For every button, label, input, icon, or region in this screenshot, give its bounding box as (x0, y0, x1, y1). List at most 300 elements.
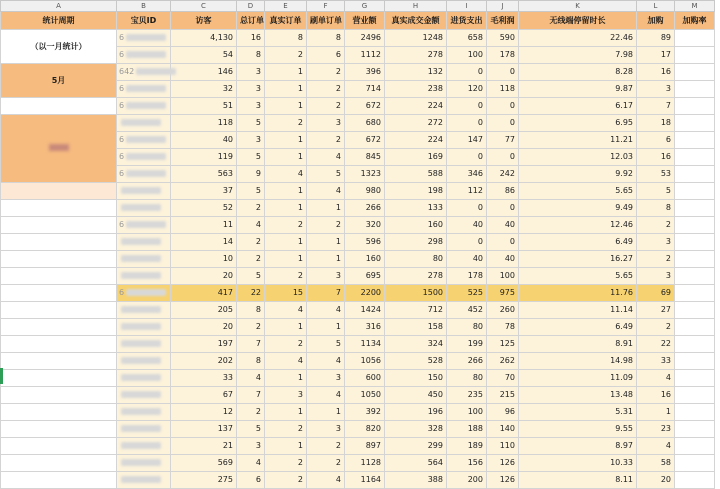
column-letter-i[interactable]: I (447, 1, 487, 12)
cell-i[interactable]: 346 (447, 166, 487, 183)
cell-c[interactable]: 20 (171, 268, 237, 285)
column-letter-e[interactable]: E (265, 1, 307, 12)
cell-d[interactable]: 3 (237, 132, 265, 149)
item-id-cell[interactable] (117, 166, 171, 183)
item-id-cell[interactable] (117, 115, 171, 132)
cell-c[interactable]: 52 (171, 200, 237, 217)
cell-j[interactable]: 0 (487, 64, 519, 81)
cell-c[interactable]: 146 (171, 64, 237, 81)
cell-f[interactable]: 4 (307, 183, 345, 200)
cell-f[interactable]: 1 (307, 251, 345, 268)
cell-f[interactable]: 4 (307, 302, 345, 319)
cell-a[interactable] (1, 404, 117, 421)
cell-g[interactable]: 1134 (345, 336, 385, 353)
cell-d[interactable]: 2 (237, 404, 265, 421)
cell-i[interactable]: 189 (447, 438, 487, 455)
cell-k[interactable]: 7.98 (519, 47, 637, 64)
cell-g[interactable]: 1323 (345, 166, 385, 183)
cell-c[interactable]: 14 (171, 234, 237, 251)
item-id-cell[interactable] (117, 64, 171, 81)
cell-d[interactable]: 16 (237, 30, 265, 47)
column-letter-m[interactable]: M (675, 1, 715, 12)
cell-j[interactable]: 125 (487, 336, 519, 353)
cell-k[interactable]: 16.27 (519, 251, 637, 268)
cell-d[interactable]: 8 (237, 47, 265, 64)
cell-m[interactable] (675, 438, 715, 455)
item-id-cell[interactable] (117, 149, 171, 166)
cell-i[interactable]: 266 (447, 353, 487, 370)
cell-m[interactable] (675, 81, 715, 98)
cell-m[interactable] (675, 455, 715, 472)
cell-l[interactable]: 27 (637, 302, 675, 319)
cell-g[interactable]: 820 (345, 421, 385, 438)
cell-l[interactable]: 2 (637, 319, 675, 336)
cell-h[interactable]: 388 (385, 472, 447, 489)
cell-m[interactable] (675, 251, 715, 268)
cell-j[interactable]: 96 (487, 404, 519, 421)
cell-a[interactable] (1, 438, 117, 455)
cell-h[interactable]: 224 (385, 98, 447, 115)
cell-e[interactable]: 8 (265, 30, 307, 47)
cell-i[interactable]: 658 (447, 30, 487, 47)
cell-h[interactable]: 196 (385, 404, 447, 421)
header-cell-a[interactable]: 统计周期 (1, 12, 117, 30)
cell-k[interactable]: 11.09 (519, 370, 637, 387)
cell-a[interactable] (1, 98, 117, 115)
cell-k[interactable]: 9.87 (519, 81, 637, 98)
cell-d[interactable]: 7 (237, 387, 265, 404)
cell-a[interactable] (1, 421, 117, 438)
cell-c[interactable]: 40 (171, 132, 237, 149)
cell-g[interactable]: 392 (345, 404, 385, 421)
cell-k[interactable]: 12.03 (519, 149, 637, 166)
header-cell-f[interactable]: 刷单订单 (307, 12, 345, 30)
header-cell-c[interactable]: 访客 (171, 12, 237, 30)
cell-l[interactable]: 69 (637, 285, 675, 302)
cell-j[interactable]: 77 (487, 132, 519, 149)
item-id-cell[interactable] (117, 183, 171, 200)
item-id-cell[interactable] (117, 336, 171, 353)
cell-f[interactable]: 5 (307, 336, 345, 353)
cell-h[interactable]: 528 (385, 353, 447, 370)
cell-c[interactable]: 119 (171, 149, 237, 166)
cell-f[interactable]: 4 (307, 353, 345, 370)
cell-f[interactable]: 2 (307, 64, 345, 81)
column-letter-j[interactable]: J (487, 1, 519, 12)
cell-m[interactable] (675, 132, 715, 149)
cell-c[interactable]: 563 (171, 166, 237, 183)
cell-d[interactable]: 5 (237, 115, 265, 132)
cell-m[interactable] (675, 115, 715, 132)
cell-l[interactable]: 20 (637, 472, 675, 489)
cell-j[interactable]: 78 (487, 319, 519, 336)
cell-l[interactable]: 2 (637, 251, 675, 268)
cell-g[interactable]: 672 (345, 98, 385, 115)
cell-m[interactable] (675, 336, 715, 353)
cell-k[interactable]: 6.95 (519, 115, 637, 132)
column-letter-b[interactable]: B (117, 1, 171, 12)
cell-h[interactable]: 158 (385, 319, 447, 336)
cell-d[interactable]: 4 (237, 455, 265, 472)
cell-i[interactable]: 40 (447, 251, 487, 268)
cell-c[interactable]: 202 (171, 353, 237, 370)
item-id-cell[interactable] (117, 438, 171, 455)
cell-m[interactable] (675, 30, 715, 47)
cell-d[interactable]: 5 (237, 268, 265, 285)
cell-l[interactable]: 16 (637, 387, 675, 404)
cell-j[interactable]: 140 (487, 421, 519, 438)
cell-e[interactable]: 2 (265, 268, 307, 285)
cell-e[interactable]: 1 (265, 64, 307, 81)
cell-c[interactable]: 417 (171, 285, 237, 302)
cell-a[interactable] (1, 387, 117, 404)
cell-m[interactable] (675, 98, 715, 115)
cell-g[interactable]: 1164 (345, 472, 385, 489)
cell-d[interactable]: 8 (237, 302, 265, 319)
cell-g[interactable]: 1112 (345, 47, 385, 64)
cell-f[interactable]: 1 (307, 404, 345, 421)
cell-k[interactable]: 6.49 (519, 234, 637, 251)
cell-l[interactable]: 58 (637, 455, 675, 472)
cell-l[interactable]: 6 (637, 132, 675, 149)
cell-f[interactable]: 2 (307, 217, 345, 234)
cell-c[interactable]: 67 (171, 387, 237, 404)
header-cell-h[interactable]: 真实成交金额 (385, 12, 447, 30)
cell-h[interactable]: 272 (385, 115, 447, 132)
cell-k[interactable]: 13.48 (519, 387, 637, 404)
cell-i[interactable]: 156 (447, 455, 487, 472)
header-cell-b[interactable]: 宝贝ID (117, 12, 171, 30)
cell-k[interactable]: 6.17 (519, 98, 637, 115)
cell-h[interactable]: 278 (385, 47, 447, 64)
cell-f[interactable]: 6 (307, 47, 345, 64)
cell-h[interactable]: 238 (385, 81, 447, 98)
cell-d[interactable]: 5 (237, 149, 265, 166)
cell-m[interactable] (675, 217, 715, 234)
cell-d[interactable]: 3 (237, 64, 265, 81)
item-id-cell[interactable] (117, 421, 171, 438)
cell-j[interactable]: 260 (487, 302, 519, 319)
cell-f[interactable]: 3 (307, 421, 345, 438)
cell-f[interactable]: 5 (307, 166, 345, 183)
cell-k[interactable]: 8.11 (519, 472, 637, 489)
cell-l[interactable]: 23 (637, 421, 675, 438)
cell-g[interactable]: 596 (345, 234, 385, 251)
cell-h[interactable]: 1500 (385, 285, 447, 302)
cell-l[interactable]: 89 (637, 30, 675, 47)
cell-d[interactable]: 5 (237, 183, 265, 200)
cell-e[interactable]: 1 (265, 370, 307, 387)
cell-c[interactable]: 118 (171, 115, 237, 132)
cell-j[interactable]: 178 (487, 47, 519, 64)
cell-d[interactable]: 3 (237, 438, 265, 455)
cell-e[interactable]: 1 (265, 81, 307, 98)
cell-m[interactable] (675, 183, 715, 200)
cell-f[interactable]: 1 (307, 200, 345, 217)
cell-c[interactable]: 12 (171, 404, 237, 421)
cell-g[interactable]: 680 (345, 115, 385, 132)
cell-l[interactable]: 1 (637, 404, 675, 421)
cell-a[interactable] (1, 370, 117, 387)
cell-j[interactable]: 126 (487, 455, 519, 472)
header-cell-g[interactable]: 营业额 (345, 12, 385, 30)
cell-l[interactable]: 53 (637, 166, 675, 183)
cell-k[interactable]: 5.65 (519, 268, 637, 285)
cell-e[interactable]: 1 (265, 98, 307, 115)
header-cell-j[interactable]: 毛利润 (487, 12, 519, 30)
column-letter-g[interactable]: G (345, 1, 385, 12)
header-cell-i[interactable]: 进货支出 (447, 12, 487, 30)
cell-k[interactable]: 5.31 (519, 404, 637, 421)
cell-i[interactable]: 0 (447, 149, 487, 166)
cell-j[interactable]: 110 (487, 438, 519, 455)
period-month[interactable]: 5月 (1, 64, 117, 98)
cell-a[interactable] (1, 353, 117, 370)
cell-i[interactable]: 0 (447, 200, 487, 217)
cell-f[interactable]: 1 (307, 234, 345, 251)
cell-h[interactable]: 133 (385, 200, 447, 217)
cell-f[interactable]: 8 (307, 30, 345, 47)
cell-h[interactable]: 198 (385, 183, 447, 200)
cell-f[interactable]: 2 (307, 98, 345, 115)
cell-h[interactable]: 328 (385, 421, 447, 438)
cell-e[interactable]: 4 (265, 302, 307, 319)
column-letter-k[interactable]: K (519, 1, 637, 12)
cell-h[interactable]: 132 (385, 64, 447, 81)
cell-h[interactable]: 298 (385, 234, 447, 251)
cell-d[interactable]: 8 (237, 353, 265, 370)
cell-j[interactable]: 40 (487, 217, 519, 234)
column-letter-a[interactable]: A (1, 1, 117, 12)
cell-e[interactable]: 1 (265, 183, 307, 200)
cell-k[interactable]: 9.49 (519, 200, 637, 217)
cell-g[interactable]: 160 (345, 251, 385, 268)
column-letter-f[interactable]: F (307, 1, 345, 12)
cell-m[interactable] (675, 64, 715, 81)
cell-m[interactable] (675, 370, 715, 387)
item-id-cell[interactable] (117, 353, 171, 370)
cell-j[interactable]: 590 (487, 30, 519, 47)
cell-k[interactable]: 8.28 (519, 64, 637, 81)
cell-e[interactable]: 2 (265, 421, 307, 438)
cell-k[interactable]: 12.46 (519, 217, 637, 234)
cell-c[interactable]: 11 (171, 217, 237, 234)
cell-e[interactable]: 2 (265, 115, 307, 132)
column-letter-l[interactable]: L (637, 1, 675, 12)
cell-l[interactable]: 5 (637, 183, 675, 200)
period-label[interactable]: （以一月统计） (1, 30, 117, 64)
header-cell-e[interactable]: 真实订单 (265, 12, 307, 30)
cell-a[interactable] (1, 455, 117, 472)
cell-a[interactable] (1, 268, 117, 285)
cell-h[interactable]: 324 (385, 336, 447, 353)
item-id-cell[interactable] (117, 81, 171, 98)
header-cell-l[interactable]: 加购 (637, 12, 675, 30)
cell-j[interactable]: 100 (487, 268, 519, 285)
item-id-cell[interactable] (117, 234, 171, 251)
cell-a[interactable] (1, 234, 117, 251)
cell-l[interactable]: 18 (637, 115, 675, 132)
cell-l[interactable]: 8 (637, 200, 675, 217)
cell-e[interactable]: 3 (265, 387, 307, 404)
cell-j[interactable]: 40 (487, 251, 519, 268)
cell-l[interactable]: 17 (637, 47, 675, 64)
cell-j[interactable]: 0 (487, 200, 519, 217)
cell-h[interactable]: 588 (385, 166, 447, 183)
cell-m[interactable] (675, 47, 715, 64)
cell-h[interactable]: 712 (385, 302, 447, 319)
cell-h[interactable]: 278 (385, 268, 447, 285)
cell-i[interactable]: 80 (447, 370, 487, 387)
cell-c[interactable]: 33 (171, 370, 237, 387)
cell-g[interactable]: 1424 (345, 302, 385, 319)
cell-l[interactable]: 16 (637, 64, 675, 81)
item-id-cell[interactable] (117, 268, 171, 285)
cell-j[interactable]: 262 (487, 353, 519, 370)
cell-i[interactable]: 178 (447, 268, 487, 285)
cell-g[interactable]: 1050 (345, 387, 385, 404)
cell-i[interactable]: 0 (447, 98, 487, 115)
cell-c[interactable]: 21 (171, 438, 237, 455)
cell-m[interactable] (675, 268, 715, 285)
cell-g[interactable]: 396 (345, 64, 385, 81)
cell-l[interactable]: 3 (637, 268, 675, 285)
cell-m[interactable] (675, 404, 715, 421)
item-id-cell[interactable] (117, 472, 171, 489)
cell-e[interactable]: 4 (265, 166, 307, 183)
cell-k[interactable]: 10.33 (519, 455, 637, 472)
cell-d[interactable]: 2 (237, 200, 265, 217)
cell-c[interactable]: 569 (171, 455, 237, 472)
cell-i[interactable]: 120 (447, 81, 487, 98)
cell-i[interactable]: 100 (447, 404, 487, 421)
header-cell-k[interactable]: 无线端停留时长 (519, 12, 637, 30)
cell-h[interactable]: 169 (385, 149, 447, 166)
cell-l[interactable]: 2 (637, 217, 675, 234)
cell-i[interactable]: 525 (447, 285, 487, 302)
cell-m[interactable] (675, 302, 715, 319)
cell-i[interactable]: 199 (447, 336, 487, 353)
cell-i[interactable]: 0 (447, 64, 487, 81)
cell-k[interactable]: 6.49 (519, 319, 637, 336)
cell-k[interactable]: 22.46 (519, 30, 637, 47)
cell-g[interactable]: 320 (345, 217, 385, 234)
cell-e[interactable]: 15 (265, 285, 307, 302)
cell-e[interactable]: 1 (265, 404, 307, 421)
cell-c[interactable]: 197 (171, 336, 237, 353)
cell-h[interactable]: 224 (385, 132, 447, 149)
item-id-cell[interactable] (117, 30, 171, 47)
cell-m[interactable] (675, 319, 715, 336)
cell-f[interactable]: 2 (307, 81, 345, 98)
cell-k[interactable]: 14.98 (519, 353, 637, 370)
cell-c[interactable]: 205 (171, 302, 237, 319)
cell-h[interactable]: 564 (385, 455, 447, 472)
cell-l[interactable]: 33 (637, 353, 675, 370)
cell-i[interactable]: 147 (447, 132, 487, 149)
cell-f[interactable]: 3 (307, 370, 345, 387)
cell-a[interactable] (1, 472, 117, 489)
cell-f[interactable]: 4 (307, 472, 345, 489)
cell-g[interactable]: 600 (345, 370, 385, 387)
cell-k[interactable]: 9.92 (519, 166, 637, 183)
cell-d[interactable]: 7 (237, 336, 265, 353)
header-cell-m[interactable]: 加购率 (675, 12, 715, 30)
cell-c[interactable]: 37 (171, 183, 237, 200)
cell-m[interactable] (675, 285, 715, 302)
cell-h[interactable]: 160 (385, 217, 447, 234)
item-id-cell[interactable] (117, 217, 171, 234)
blurred-name-cell[interactable] (1, 115, 117, 183)
cell-d[interactable]: 5 (237, 421, 265, 438)
item-id-cell[interactable] (117, 302, 171, 319)
cell-d[interactable]: 2 (237, 234, 265, 251)
cell-i[interactable]: 0 (447, 115, 487, 132)
cell-a[interactable] (1, 217, 117, 234)
cell-f[interactable]: 2 (307, 438, 345, 455)
cell-m[interactable] (675, 234, 715, 251)
cell-j[interactable]: 215 (487, 387, 519, 404)
cell-d[interactable]: 4 (237, 370, 265, 387)
item-id-cell[interactable] (117, 47, 171, 64)
cell-m[interactable] (675, 353, 715, 370)
item-id-cell[interactable] (117, 455, 171, 472)
cell-a[interactable] (1, 319, 117, 336)
cell-h[interactable]: 80 (385, 251, 447, 268)
cell-g[interactable]: 714 (345, 81, 385, 98)
cell-m[interactable] (675, 200, 715, 217)
cell-l[interactable]: 16 (637, 149, 675, 166)
cell-d[interactable]: 4 (237, 217, 265, 234)
cell-i[interactable]: 112 (447, 183, 487, 200)
cell-g[interactable]: 316 (345, 319, 385, 336)
cell-i[interactable]: 235 (447, 387, 487, 404)
cell-j[interactable]: 0 (487, 234, 519, 251)
cell-j[interactable]: 0 (487, 115, 519, 132)
item-id-cell[interactable] (117, 387, 171, 404)
cell-j[interactable]: 242 (487, 166, 519, 183)
cell-g[interactable]: 980 (345, 183, 385, 200)
cell-h[interactable]: 1248 (385, 30, 447, 47)
cell-h[interactable]: 299 (385, 438, 447, 455)
cell-e[interactable]: 2 (265, 47, 307, 64)
cell-c[interactable]: 32 (171, 81, 237, 98)
cell-g[interactable]: 1056 (345, 353, 385, 370)
item-id-cell[interactable] (117, 404, 171, 421)
cell-f[interactable]: 1 (307, 319, 345, 336)
cell-m[interactable] (675, 421, 715, 438)
item-id-cell[interactable] (117, 370, 171, 387)
cell-g[interactable]: 845 (345, 149, 385, 166)
cell-j[interactable]: 0 (487, 98, 519, 115)
cell-f[interactable]: 2 (307, 455, 345, 472)
cell-e[interactable]: 1 (265, 200, 307, 217)
item-id-cell[interactable] (117, 251, 171, 268)
cell-g[interactable]: 266 (345, 200, 385, 217)
cell-a[interactable] (1, 183, 117, 200)
cell-l[interactable]: 22 (637, 336, 675, 353)
column-letter-h[interactable]: H (385, 1, 447, 12)
cell-i[interactable]: 80 (447, 319, 487, 336)
item-id-cell[interactable] (117, 285, 171, 302)
item-id-cell[interactable] (117, 132, 171, 149)
cell-a[interactable] (1, 251, 117, 268)
cell-j[interactable]: 70 (487, 370, 519, 387)
cell-m[interactable] (675, 149, 715, 166)
cell-e[interactable]: 4 (265, 353, 307, 370)
cell-i[interactable]: 100 (447, 47, 487, 64)
cell-j[interactable]: 975 (487, 285, 519, 302)
